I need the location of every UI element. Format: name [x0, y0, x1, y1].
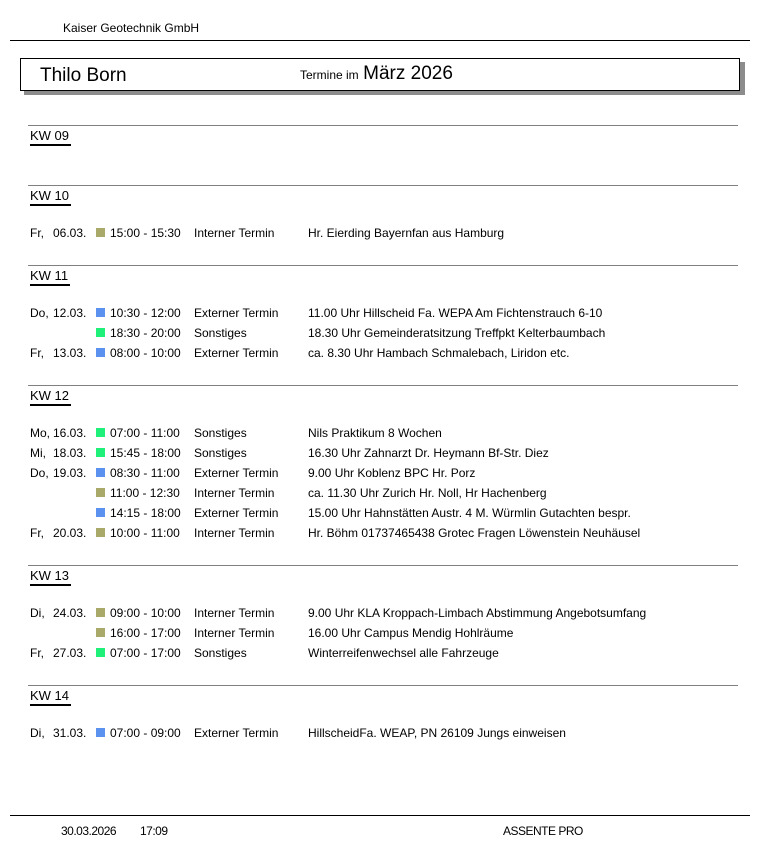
- week-label: KW 13: [30, 568, 71, 586]
- appointment-type: Externer Termin: [194, 466, 279, 480]
- report-title: [300, 63, 453, 85]
- appointment-type: Interner Termin: [194, 226, 275, 240]
- appointment-row[interactable]: [28, 226, 738, 246]
- time-range: 08:30 - 11:00: [110, 466, 180, 480]
- category-color-icon: [96, 428, 105, 437]
- week-section: [28, 565, 738, 660]
- date: 31.03.: [53, 726, 87, 740]
- time-range: 15:45 - 18:00: [110, 446, 181, 460]
- appointment-row[interactable]: [28, 506, 738, 526]
- week-label: KW 11: [30, 268, 70, 286]
- appointment-row[interactable]: [28, 626, 738, 646]
- appointment-row[interactable]: [28, 306, 738, 326]
- week-section: [28, 685, 738, 745]
- date: 12.03.: [53, 306, 87, 320]
- appointment-row[interactable]: [28, 646, 738, 666]
- appointment-row[interactable]: [28, 726, 738, 746]
- week-divider: [28, 125, 738, 126]
- appointment-type: Interner Termin: [194, 626, 275, 640]
- category-color-icon: [96, 348, 105, 357]
- week-label: KW 09: [30, 128, 71, 146]
- appointment-description: Hr. Eierding Bayernfan aus Hamburg: [308, 226, 505, 240]
- appointment-description: 15.00 Uhr Hahnstätten Austr. 4 M. Würmlin Gutachten bespr.: [308, 506, 631, 520]
- weekday: Fr,: [30, 226, 44, 240]
- time-range: 09:00 - 10:00: [110, 606, 181, 620]
- appointment-row[interactable]: [28, 486, 738, 506]
- category-color-icon: [96, 448, 105, 457]
- print-date: 30.03.2026: [61, 824, 117, 838]
- date: 20.03.: [53, 526, 87, 540]
- appointment-type: Interner Termin: [194, 606, 275, 620]
- date: 19.03.: [53, 466, 87, 480]
- appointment-type: Externer Termin: [194, 346, 279, 360]
- time-range: 14:15 - 18:00: [110, 506, 181, 520]
- date: 16.03.: [53, 426, 87, 440]
- category-color-icon: [96, 508, 105, 517]
- category-color-icon: [96, 468, 105, 477]
- category-color-icon: [96, 328, 105, 337]
- appointment-type: Sonstiges: [194, 646, 247, 660]
- time-range: 07:00 - 17:00: [110, 646, 181, 660]
- appointment-type: Externer Termin: [194, 726, 279, 740]
- appointment-description: 9.00 Uhr Koblenz BPC Hr. Porz: [308, 466, 476, 480]
- appointment-description: 9.00 Uhr KLA Kroppach-Limbach Abstimmung Angebotsumfang: [308, 606, 647, 620]
- appointment-row[interactable]: [28, 446, 738, 466]
- week-section: [28, 185, 738, 245]
- person-name: Thilo Born: [40, 65, 127, 86]
- weekday: Fr,: [30, 346, 44, 360]
- appointment-type: Sonstiges: [194, 426, 247, 440]
- print-time: 17:09: [140, 824, 168, 838]
- week-divider: [28, 385, 738, 386]
- weekday: Di,: [30, 606, 45, 620]
- appointment-row[interactable]: [28, 526, 738, 546]
- week-divider: [28, 685, 738, 686]
- weekday: Mo,: [30, 426, 51, 440]
- appointment-description: 18.30 Uhr Gemeinderatsitzung Treffpkt Kelterbaumbach: [308, 326, 606, 340]
- weekday: Mi,: [30, 446, 46, 460]
- week-label: KW 14: [30, 688, 71, 706]
- title-prefix: Termine im: [300, 68, 359, 82]
- appointment-type: Externer Termin: [194, 306, 279, 320]
- date: 24.03.: [53, 606, 87, 620]
- appointment-description: Nils Praktikum 8 Wochen: [308, 426, 442, 440]
- week-section: [28, 265, 738, 360]
- weekday: Di,: [30, 726, 45, 740]
- appointment-description: HillscheidFa. WEAP, PN 26109 Jungs einweisen: [308, 726, 566, 740]
- category-color-icon: [96, 228, 105, 237]
- weekday: Fr,: [30, 526, 44, 540]
- time-range: 10:30 - 12:00: [110, 306, 181, 320]
- appointment-description: 16.00 Uhr Campus Mendig Hohlräume: [308, 626, 514, 640]
- appointment-row[interactable]: [28, 606, 738, 626]
- appointment-description: ca. 11.30 Uhr Zurich Hr. Noll, Hr Hachenberg: [308, 486, 547, 500]
- time-range: 07:00 - 11:00: [110, 426, 180, 440]
- week-divider: [28, 565, 738, 566]
- appointment-type: Interner Termin: [194, 486, 275, 500]
- app-name: ASSENTE PRO: [503, 824, 583, 838]
- category-color-icon: [96, 528, 105, 537]
- date: 27.03.: [53, 646, 87, 660]
- category-color-icon: [96, 608, 105, 617]
- category-color-icon: [96, 308, 105, 317]
- title-month: März 2026: [363, 63, 453, 84]
- top-divider: [10, 40, 750, 41]
- time-range: 18:30 - 20:00: [110, 326, 181, 340]
- time-range: 16:00 - 17:00: [110, 626, 181, 640]
- appointment-description: 11.00 Uhr Hillscheid Fa. WEPA Am Fichtenstrauch 6-10: [308, 306, 603, 320]
- appointment-row[interactable]: [28, 346, 738, 366]
- date: 18.03.: [53, 446, 87, 460]
- weekday: Do,: [30, 466, 49, 480]
- week-label: KW 12: [30, 388, 71, 406]
- appointment-description: 16.30 Uhr Zahnarzt Dr. Heymann Bf-Str. Diez: [308, 446, 549, 460]
- appointment-row[interactable]: [28, 466, 738, 486]
- category-color-icon: [96, 648, 105, 657]
- time-range: 07:00 - 09:00: [110, 726, 181, 740]
- weekday: Fr,: [30, 646, 44, 660]
- category-color-icon: [96, 488, 105, 497]
- appointment-description: Hr. Böhm 01737465438 Grotec Fragen Löwenstein Neuhäusel: [308, 526, 641, 540]
- appointment-row[interactable]: [28, 326, 738, 346]
- company-name: Kaiser Geotechnik GmbH: [63, 21, 200, 35]
- category-color-icon: [96, 728, 105, 737]
- appointment-description: Winterreifenwechsel alle Fahrzeuge: [308, 646, 499, 660]
- time-range: 08:00 - 10:00: [110, 346, 181, 360]
- report-header: [20, 58, 740, 91]
- time-range: 15:00 - 15:30: [110, 226, 181, 240]
- category-color-icon: [96, 628, 105, 637]
- week-divider: [28, 185, 738, 186]
- appointment-type: Sonstiges: [194, 446, 247, 460]
- week-section: [28, 385, 738, 540]
- footer-divider: [10, 815, 750, 816]
- appointment-row[interactable]: [28, 426, 738, 446]
- date: 13.03.: [53, 346, 87, 360]
- time-range: 10:00 - 11:00: [110, 526, 180, 540]
- time-range: 11:00 - 12:30: [110, 486, 180, 500]
- weekday: Do,: [30, 306, 49, 320]
- date: 06.03.: [53, 226, 87, 240]
- appointment-type: Externer Termin: [194, 506, 279, 520]
- appointment-type: Sonstiges: [194, 326, 247, 340]
- week-divider: [28, 265, 738, 266]
- appointment-type: Interner Termin: [194, 526, 275, 540]
- appointment-description: ca. 8.30 Uhr Hambach Schmalebach, Liridon etc.: [308, 346, 570, 360]
- week-label: KW 10: [30, 188, 71, 206]
- week-section: [28, 125, 738, 185]
